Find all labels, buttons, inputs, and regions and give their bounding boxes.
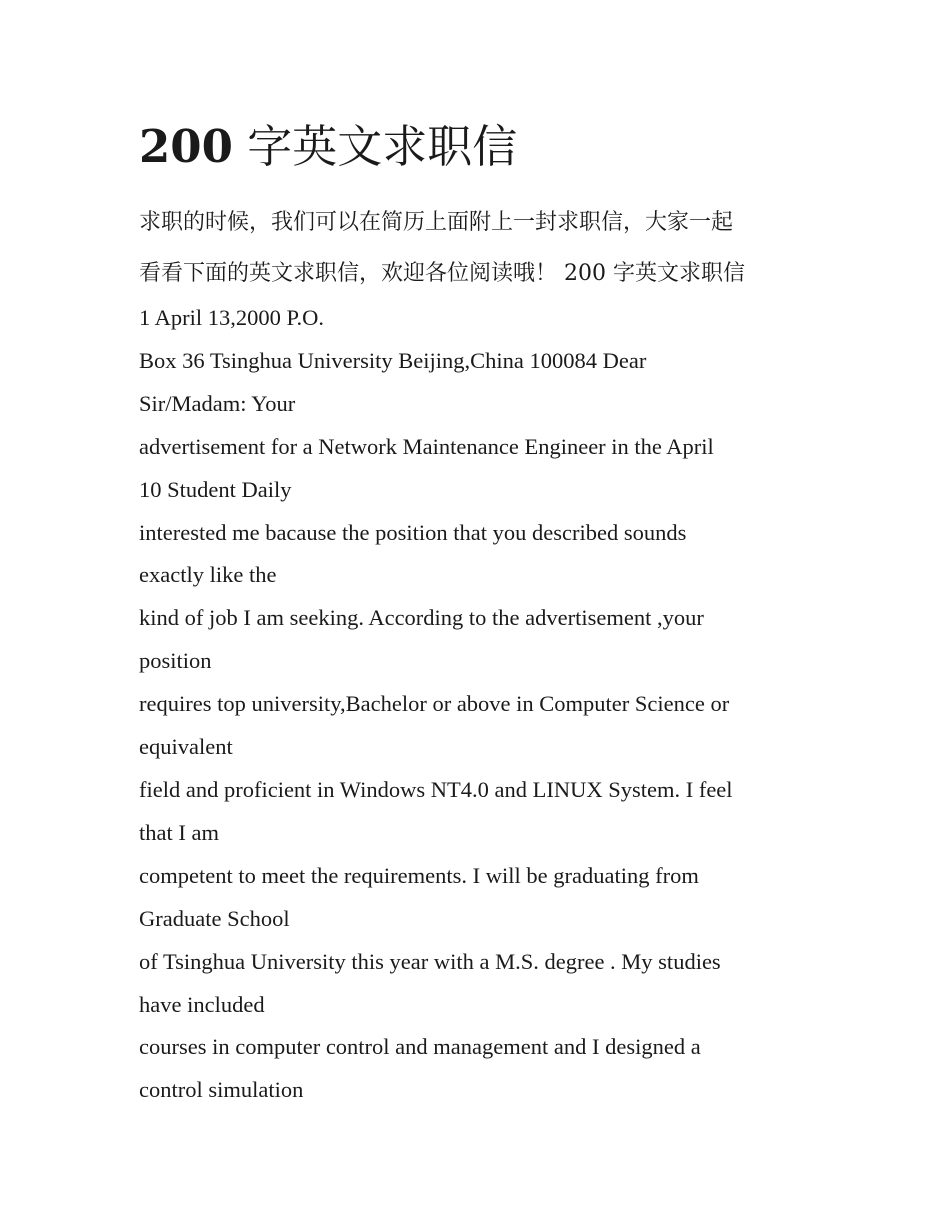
body-line: Box 36 Tsinghua University Beijing,China 100084 Dear [139, 347, 647, 373]
body-line: position [139, 648, 212, 674]
body-line: field and proficient in Windows NT4.0 and LINUX System. I feel [139, 776, 733, 802]
letter-body [139, 297, 829, 1112]
intro-line: 求职的时候，我们可以在简历上面附上一封求职信，大家一起 [139, 210, 734, 235]
body-line: equivalent [139, 734, 233, 760]
body-line: kind of job I am seeking. According to the advertisement ,your [139, 605, 704, 631]
body-line: interested me bacause the position that you described sounds [139, 519, 687, 545]
body-line: advertisement for a Network Maintenance Engineer in the April [139, 433, 714, 459]
title-text: 字英文求职信 [247, 120, 518, 173]
body-line: 1 April 13,2000 P.O. [139, 305, 325, 330]
body-line: Sir/Madam: Your [139, 390, 296, 416]
body-line: control simulation [139, 1077, 304, 1103]
body-line: courses in computer control and management and I designed a [139, 1034, 701, 1060]
body-line: 10 Student Daily [139, 476, 292, 502]
page-title [139, 118, 517, 176]
body-line: Graduate School [139, 905, 290, 931]
intro-line: 看看下面的英文求职信，欢迎各位阅读哦！ 200 字英文求职信 [139, 261, 745, 286]
intro-paragraph [139, 197, 819, 299]
body-line: exactly like the [139, 562, 277, 588]
title-number: 200 [139, 120, 233, 173]
body-line: have included [139, 991, 265, 1017]
body-line: of Tsinghua University this year with a M.S. degree . My studies [139, 948, 721, 974]
body-line: requires top university,Bachelor or above in Computer Science or [139, 691, 730, 717]
body-line: that I am [139, 819, 219, 845]
body-line: competent to meet the requirements. I will be graduating from [139, 862, 699, 888]
